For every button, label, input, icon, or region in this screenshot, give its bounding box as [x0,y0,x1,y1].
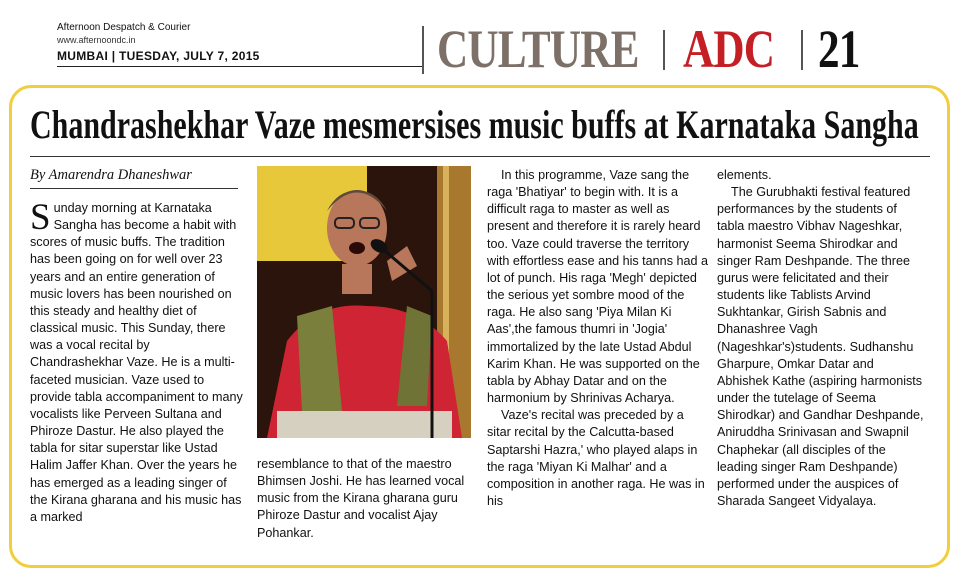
column-4-paragraph: elements. [717,168,772,182]
headline-rule [30,156,930,157]
masthead-divider [801,30,803,70]
singer-photo [257,166,471,438]
masthead-divider [663,30,665,70]
paper-name: Afternoon Despatch & Courier [57,22,191,33]
column-3-paragraph: In this programme, Vaze sang the raga 'Bhatiyar' to begin with. It is a difficult raga to master as well as present and therefore it is rarely heard too. Vaze could traverse the territory with effortless ease and his tanns had a lot of punch. His raga 'Megh' depicted the serious yet sombre mood of the raga. He also sang 'Piya Milan Ki Aas',the famous thumri in 'Jogia' immortalized by the late Ustad Abdul Karim Khan. He was supported on the tabla by Abhay Datar and on the harmonium by Shrinivas Acharya. [487,168,708,406]
brand-logo: ADC [683,19,775,79]
article-column-4 [717,167,927,510]
page-number: 21 [818,19,860,79]
article-column-1 [30,197,243,526]
section-title: CULTURE [437,19,639,79]
byline: By Amarendra Dhaneshwar [30,166,238,189]
column-4-paragraph: The Gurubhakti festival featured performances by the students of tabla maestro Vibhav Nageshkar, harmonist Seema Shirodkar and singer Ram Deshpande. The three gurus were felicitated and their students like Tablists Arvind Sukhtankar, Girish Sabnis and Dhanashree Vagh (Nageshkar's)students. Sudhanshu Gharpure, Omkar Datar and Abhishek Kathe (aspiring harmonists under the tutelage of Seema Shirodkar) and Gandhar Deshpande, Aniruddha Srinivasan and Swapnil Chaphekar (all disciples of the leading singer Ram Deshpande) performed under the auspices of Sharada Sangeet Vidyalaya. [717,185,924,508]
column-2-text: resemblance to that of the maestro Bhimsen Joshi. He has learned vocal music from the Kirana gharana guru Phiroze Dastur and vocalist Ajay Pohankar. [257,457,465,540]
dateline: MUMBAI | TUESDAY, JULY 7, 2015 [57,48,422,67]
column-1-text: unday morning at Karnataka Sangha has become a habit with scores of music buffs. The tradition has been going on for well over 23 years and an entire generation of music lovers has been nourished on this steady and healthy diet of classical music. This Sunday, there was a vocal recital by Chandrashekhar Vaze. He is a multi-faceted musician. Vaze used to provide tabla accompaniment to many vocalists like Perveen Sultana and Phiroze Dastur. He also played the tabla for sitar superstar like Ustad Halim Jaffer Khan. Over the years he has emerged as a leading singer of the Kirana gharana and his music has a marked [30,201,243,524]
column-3-paragraph: Vaze's recital was preceded by a sitar recital by the Calcutta-based Saptarshi Hazra,' who played alaps in the raga 'Miyan Ki Malhar' and a composition in another raga. He was in his [487,408,705,508]
masthead-divider [422,26,424,74]
article-column-2 [257,456,477,542]
website-url: www.afternoondc.in [57,35,136,45]
drop-cap: S [30,197,51,238]
masthead-info [57,22,422,67]
article-column-3 [487,167,709,510]
article-headline: Chandrashekhar Vaze mesmersises music buffs at Karnataka Sangha [30,102,919,147]
